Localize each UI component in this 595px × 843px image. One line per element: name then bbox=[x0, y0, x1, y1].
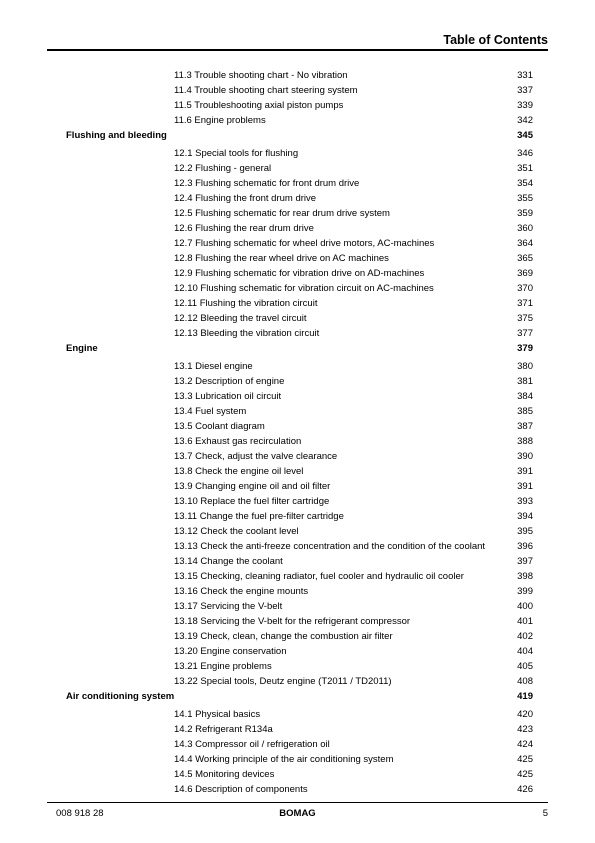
toc-entry-row[interactable] bbox=[0, 599, 595, 614]
toc-entry-page: 400 bbox=[517, 601, 533, 612]
toc-entry-page: 395 bbox=[517, 526, 533, 537]
toc-entry-title: 13.4 Fuel system bbox=[174, 406, 247, 417]
toc-entry-row[interactable] bbox=[0, 752, 595, 767]
toc-entry-page: 364 bbox=[517, 238, 533, 249]
toc-entry-page: 381 bbox=[517, 376, 533, 387]
toc-entry-title: 13.21 Engine problems bbox=[174, 661, 272, 672]
toc-entry-title: 13.6 Exhaust gas recirculation bbox=[174, 436, 302, 447]
toc-entry-page: 370 bbox=[517, 283, 533, 294]
toc-entry-page: 346 bbox=[517, 148, 533, 159]
toc-entry-page: 394 bbox=[517, 511, 533, 522]
toc-entry-row[interactable] bbox=[0, 419, 595, 434]
toc-entry-title: 13.16 Check the engine mounts bbox=[174, 586, 309, 597]
toc-entry-title: Air conditioning system bbox=[66, 691, 175, 702]
toc-entry-title: 14.3 Compressor oil / refrigeration oil bbox=[174, 739, 330, 750]
toc-entry-page: 391 bbox=[517, 466, 533, 477]
toc-entry-page: 380 bbox=[517, 361, 533, 372]
toc-entry-page: 369 bbox=[517, 268, 533, 279]
toc-entry-page: 375 bbox=[517, 313, 533, 324]
toc-entry-row[interactable] bbox=[0, 707, 595, 722]
toc-entry-page: 398 bbox=[517, 571, 533, 582]
toc-entry-row[interactable] bbox=[0, 221, 595, 236]
document-number: 008 918 28 bbox=[56, 808, 104, 819]
toc-entry-row[interactable] bbox=[0, 146, 595, 161]
toc-entry-title: 13.19 Check, clean, change the combustion air filter bbox=[174, 631, 393, 642]
toc-entry-page: 360 bbox=[517, 223, 533, 234]
toc-entry-title: 13.5 Coolant diagram bbox=[174, 421, 265, 432]
toc-entry-page: 385 bbox=[517, 406, 533, 417]
toc-entry-row[interactable] bbox=[0, 767, 595, 782]
toc-entry-page: 402 bbox=[517, 631, 533, 642]
toc-entry-row[interactable] bbox=[0, 359, 595, 374]
toc-entry-title: 11.6 Engine problems bbox=[174, 115, 266, 126]
toc-entry-row[interactable] bbox=[0, 524, 595, 539]
toc-entry-row[interactable] bbox=[0, 494, 595, 509]
toc-entry-page: 339 bbox=[517, 100, 533, 111]
toc-entry-title: 12.11 Flushing the vibration circuit bbox=[174, 298, 318, 309]
toc-entry-page: 399 bbox=[517, 586, 533, 597]
toc-entry-page: 423 bbox=[517, 724, 533, 735]
toc-entry-row[interactable] bbox=[0, 389, 595, 404]
toc-entry-page: 354 bbox=[517, 178, 533, 189]
toc-entry-title: 13.1 Diesel engine bbox=[174, 361, 253, 372]
toc-entry-page: 365 bbox=[517, 253, 533, 264]
toc-entry-row[interactable] bbox=[0, 629, 595, 644]
toc-entry-row[interactable] bbox=[0, 326, 595, 341]
toc-entry-page: 388 bbox=[517, 436, 533, 447]
toc-entry-title: 13.15 Checking, cleaning radiator, fuel cooler and hydraulic oil cooler bbox=[174, 571, 464, 582]
toc-entry-title: 12.4 Flushing the front drum drive bbox=[174, 193, 317, 204]
toc-entry-title: 12.5 Flushing schematic for rear drum drive system bbox=[174, 208, 390, 219]
toc-entry-row[interactable] bbox=[0, 176, 595, 191]
toc-entry-page: 405 bbox=[517, 661, 533, 672]
toc-entry-page: 331 bbox=[517, 70, 533, 81]
toc-entry-page: 345 bbox=[517, 130, 533, 141]
toc-entry-title: Flushing and bleeding bbox=[66, 130, 167, 141]
toc-entry-title: 13.12 Check the coolant level bbox=[174, 526, 299, 537]
toc-entry-page: 408 bbox=[517, 676, 533, 687]
toc-entry-page: 397 bbox=[517, 556, 533, 567]
toc-entry-title: 12.10 Flushing schematic for vibration circuit on AC-machines bbox=[174, 283, 434, 294]
toc-entry-page: 420 bbox=[517, 709, 533, 720]
toc-entry-row[interactable] bbox=[0, 251, 595, 266]
toc-entry-title: 13.3 Lubrication oil circuit bbox=[174, 391, 282, 402]
toc-entry-page: 371 bbox=[517, 298, 533, 309]
toc-chapter-row[interactable] bbox=[0, 128, 595, 146]
toc-entry-page: 404 bbox=[517, 646, 533, 657]
toc-entry-page: 387 bbox=[517, 421, 533, 432]
toc-entry-row[interactable] bbox=[0, 68, 595, 83]
toc-entry-page: 355 bbox=[517, 193, 533, 204]
toc-entry-title: 12.12 Bleeding the travel circuit bbox=[174, 313, 307, 324]
toc-entry-page: 391 bbox=[517, 481, 533, 492]
toc-entry-title: 13.7 Check, adjust the valve clearance bbox=[174, 451, 338, 462]
toc-entry-title: 12.8 Flushing the rear wheel drive on AC machines bbox=[174, 253, 389, 264]
toc-entry-row[interactable] bbox=[0, 434, 595, 449]
toc-entry-row[interactable] bbox=[0, 113, 595, 128]
toc-entry-page: 359 bbox=[517, 208, 533, 219]
toc-entry-row[interactable] bbox=[0, 296, 595, 311]
toc-entry-row[interactable] bbox=[0, 737, 595, 752]
toc-entry-page: 337 bbox=[517, 85, 533, 96]
toc-entry-title: Engine bbox=[66, 343, 98, 354]
toc-entry-row[interactable] bbox=[0, 83, 595, 98]
toc-entry-page: 424 bbox=[517, 739, 533, 750]
toc-entry-row[interactable] bbox=[0, 569, 595, 584]
toc-entry-row[interactable] bbox=[0, 509, 595, 524]
toc-entry-row[interactable] bbox=[0, 584, 595, 599]
toc-entry-title: 12.9 Flushing schematic for vibration drive on AD-machines bbox=[174, 268, 425, 279]
toc-entry-title: 12.1 Special tools for flushing bbox=[174, 148, 299, 159]
toc-entry-title: 13.20 Engine conservation bbox=[174, 646, 287, 657]
toc-entry-row[interactable] bbox=[0, 206, 595, 221]
toc-entry-title: 13.11 Change the fuel pre-filter cartridge bbox=[174, 511, 344, 522]
toc-entry-title: 13.10 Replace the fuel filter cartridge bbox=[174, 496, 330, 507]
toc-entry-page: 401 bbox=[517, 616, 533, 627]
toc-entry-title: 12.6 Flushing the rear drum drive bbox=[174, 223, 314, 234]
toc-entry-title: 13.8 Check the engine oil level bbox=[174, 466, 304, 477]
toc-chapter-row[interactable] bbox=[0, 341, 595, 359]
toc-entry-page: 384 bbox=[517, 391, 533, 402]
toc-entry-title: 12.7 Flushing schematic for wheel drive motors, AC-machines bbox=[174, 238, 435, 249]
toc-entry-row[interactable] bbox=[0, 449, 595, 464]
toc-entry-page: 426 bbox=[517, 784, 533, 795]
toc-entry-title: 11.4 Trouble shooting chart steering system bbox=[174, 85, 358, 96]
toc-entry-page: 393 bbox=[517, 496, 533, 507]
toc-entry-title: 13.17 Servicing the V-belt bbox=[174, 601, 283, 612]
toc-entry-row[interactable] bbox=[0, 674, 595, 689]
toc-entry-title: 12.3 Flushing schematic for front drum drive bbox=[174, 178, 360, 189]
toc-entry-title: 13.2 Description of engine bbox=[174, 376, 285, 387]
toc-entry-title: 13.22 Special tools, Deutz engine (T2011 / TD2011) bbox=[174, 676, 392, 687]
toc-entry-title: 14.6 Description of components bbox=[174, 784, 308, 795]
toc-entry-page: 351 bbox=[517, 163, 533, 174]
toc-entry-row[interactable] bbox=[0, 266, 595, 281]
toc-entry-page: 425 bbox=[517, 769, 533, 780]
toc-entry-row[interactable] bbox=[0, 554, 595, 569]
toc-entry-page: 396 bbox=[517, 541, 533, 552]
toc-entry-row[interactable] bbox=[0, 644, 595, 659]
toc-entry-row[interactable] bbox=[0, 311, 595, 326]
toc-entry-page: 390 bbox=[517, 451, 533, 462]
brand-name: BOMAG bbox=[279, 808, 316, 819]
toc-entry-title: 11.3 Trouble shooting chart - No vibration bbox=[174, 70, 348, 81]
toc-entry-row[interactable] bbox=[0, 782, 595, 797]
toc-entry-row[interactable] bbox=[0, 161, 595, 176]
toc-entry-page: 342 bbox=[517, 115, 533, 126]
toc-entry-title: 14.2 Refrigerant R134a bbox=[174, 724, 273, 735]
toc-entry-row[interactable] bbox=[0, 236, 595, 251]
toc-entry-title: 13.9 Changing engine oil and oil filter bbox=[174, 481, 331, 492]
toc-entry-page: 377 bbox=[517, 328, 533, 339]
toc-entry-page: 419 bbox=[517, 691, 533, 702]
toc-entry-title: 14.1 Physical basics bbox=[174, 709, 261, 720]
toc-entry-row[interactable] bbox=[0, 404, 595, 419]
toc-chapter-row[interactable] bbox=[0, 689, 595, 707]
toc-entry-row[interactable] bbox=[0, 191, 595, 206]
toc-entry-row[interactable] bbox=[0, 281, 595, 296]
toc-entry-row[interactable] bbox=[0, 464, 595, 479]
toc-entry-title: 13.13 Check the anti-freeze concentration and the condition of the coolant bbox=[174, 541, 486, 552]
footer-divider bbox=[47, 802, 548, 803]
toc-entry-row[interactable] bbox=[0, 479, 595, 494]
toc-entry-title: 13.18 Servicing the V-belt for the refrigerant compressor bbox=[174, 616, 411, 627]
page-number: 5 bbox=[542, 808, 548, 819]
toc-entry-row[interactable] bbox=[0, 374, 595, 389]
toc-entry-title: 14.5 Monitoring devices bbox=[174, 769, 275, 780]
toc-entry-title: 13.14 Change the coolant bbox=[174, 556, 283, 567]
toc-entry-title: 12.2 Flushing - general bbox=[174, 163, 272, 174]
toc-entry-row[interactable] bbox=[0, 539, 595, 554]
toc-entry-title: 12.13 Bleeding the vibration circuit bbox=[174, 328, 320, 339]
toc-entry-row[interactable] bbox=[0, 722, 595, 737]
header-divider bbox=[47, 49, 548, 51]
page-title: Table of Contents bbox=[443, 33, 548, 47]
table-of-contents bbox=[0, 68, 595, 797]
toc-entry-page: 379 bbox=[517, 343, 533, 354]
toc-entry-row[interactable] bbox=[0, 659, 595, 674]
toc-entry-page: 425 bbox=[517, 754, 533, 765]
toc-entry-title: 14.4 Working principle of the air conditioning system bbox=[174, 754, 394, 765]
toc-entry-title: 11.5 Troubleshooting axial piston pumps bbox=[174, 100, 344, 111]
toc-entry-row[interactable] bbox=[0, 98, 595, 113]
toc-entry-row[interactable] bbox=[0, 614, 595, 629]
